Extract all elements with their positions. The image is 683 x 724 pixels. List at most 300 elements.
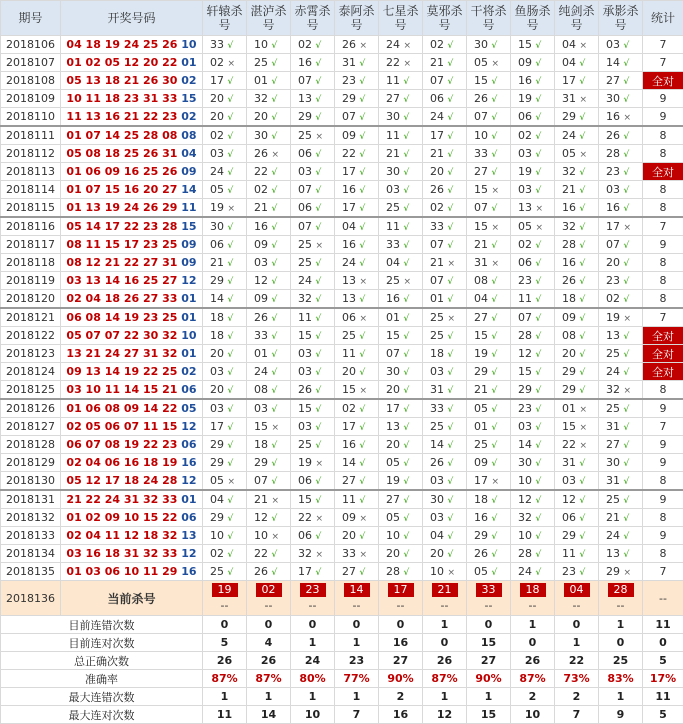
current-kill-cell [599,581,643,616]
kill-number: 06 [430,92,444,105]
kill-cell [599,399,643,418]
check-mark-icon: √ [228,95,234,105]
blue-ball: 13 [181,529,196,542]
summary-value: 2 [555,688,599,706]
blue-ball: 16 [181,456,196,469]
kill-cell [423,327,467,345]
kill-number: 14 [210,292,224,305]
kill-number: 07 [430,274,444,287]
kill-cell [599,472,643,491]
kill-cell [555,399,599,418]
kill-number: 17 [342,165,356,178]
check-mark-icon: √ [536,77,542,87]
check-mark-icon: √ [580,186,586,196]
kill-cell [335,272,379,290]
kill-number: 02 [342,402,356,415]
kill-number: 01 [254,74,268,87]
kill-number: 16 [562,256,576,269]
summary-row [1,688,683,706]
summary-value: 0 [511,634,555,652]
check-mark-icon: √ [404,259,410,269]
kill-number: 23 [342,74,356,87]
header-killer: 莫邪杀号 [423,1,467,36]
kill-number: 24 [606,365,620,378]
check-mark-icon: √ [624,332,630,342]
kill-cell [335,418,379,436]
kill-cell [423,163,467,181]
kill-number: 25 [298,438,312,451]
kill-cell [511,436,555,454]
kill-cell [379,527,423,545]
blue-ball: 10 [181,329,196,342]
table-row [1,272,683,290]
current-kill-number: 04 [564,583,590,597]
red-balls: 01 06 09 16 25 26 [66,165,177,178]
kill-cell [247,108,291,127]
kill-number: 11 [342,493,356,506]
cross-mark-icon: × [580,150,588,160]
kill-number: 29 [474,529,488,542]
kill-number: 13 [606,329,620,342]
red-balls: 05 07 07 22 30 32 [66,329,177,342]
summary-value: 26 [423,652,467,670]
kill-cell [555,145,599,163]
check-mark-icon: √ [448,350,454,360]
kill-cell [467,199,511,218]
current-kill-cell [555,581,599,616]
kill-number: 29 [342,92,356,105]
table-row [1,308,683,327]
check-mark-icon: √ [228,550,234,560]
summary-value: 12 [423,706,467,724]
kill-cell [423,254,467,272]
kill-number: 31 [430,383,444,396]
summary-value: 9 [599,706,643,724]
kill-cell [291,545,335,563]
check-mark-icon: √ [316,259,322,269]
check-mark-icon: √ [228,186,234,196]
kill-cell [467,126,511,145]
stat-cell: 8 [643,472,683,491]
stat-cell: 8 [643,181,683,199]
kill-number: 30 [606,92,620,105]
kill-cell [423,72,467,90]
cross-mark-icon: × [580,441,588,451]
kill-cell [599,509,643,527]
kill-number: 11 [386,129,400,142]
kill-number: 13 [518,201,532,214]
check-mark-icon: √ [448,223,454,233]
kill-number: 23 [518,274,532,287]
kill-number: 05 [474,56,488,69]
kill-cell [247,545,291,563]
kill-number: 07 [386,347,400,360]
summary-value: 27 [379,652,423,670]
draw-cell [61,163,203,181]
period-cell: 2018130 [1,472,61,491]
kill-number: 09 [474,456,488,469]
kill-number: 01 [254,347,268,360]
blue-ball: 09 [181,238,196,251]
kill-number: 05 [386,511,400,524]
red-balls: 06 07 08 19 22 23 [66,438,177,451]
check-mark-icon: √ [272,514,278,524]
kill-cell [555,36,599,54]
all-correct-badge: 全对 [643,163,683,181]
table-row [1,527,683,545]
stat-cell: 9 [643,454,683,472]
kill-cell [291,509,335,527]
check-mark-icon: √ [360,168,366,178]
check-mark-icon: √ [492,150,498,160]
draw-cell [61,436,203,454]
kill-number: 20 [210,383,224,396]
kill-number: 17 [474,474,488,487]
cross-mark-icon: × [536,204,544,214]
kill-cell [379,72,423,90]
kill-number: 16 [606,201,620,214]
current-kill-number: 28 [608,583,634,597]
check-mark-icon: √ [272,332,278,342]
kill-cell [423,545,467,563]
kill-number: 05 [210,474,224,487]
check-mark-icon: √ [272,459,278,469]
kill-cell [291,490,335,509]
check-mark-icon: √ [492,496,498,506]
kill-cell [291,290,335,309]
check-mark-icon: √ [492,132,498,142]
kill-cell [335,563,379,581]
draw-cell [61,563,203,581]
summary-row [1,652,683,670]
kill-cell [203,381,247,400]
red-balls: 09 13 14 19 22 25 [66,365,177,378]
kill-cell [467,145,511,163]
period-cell: 2018110 [1,108,61,127]
stat-cell: 7 [643,36,683,54]
kill-cell [379,345,423,363]
red-balls: 06 08 14 19 23 25 [66,311,177,324]
kill-cell [599,272,643,290]
kill-number: 24 [342,256,356,269]
summary-row [1,706,683,724]
kill-number: 20 [606,256,620,269]
summary-value: 87% [247,670,291,688]
kill-cell [599,145,643,163]
check-mark-icon: √ [536,386,542,396]
kill-cell [467,217,511,236]
kill-number: 29 [210,456,224,469]
kill-number: 26 [606,129,620,142]
check-mark-icon: √ [360,405,366,415]
kill-number: 08 [254,383,268,396]
kill-cell [467,345,511,363]
kill-number: 29 [606,565,620,578]
kill-cell [423,418,467,436]
red-balls: 21 22 24 31 32 33 [66,493,177,506]
kill-cell [335,545,379,563]
kill-cell [555,363,599,381]
all-correct-badge: 全对 [643,327,683,345]
check-mark-icon: √ [228,223,234,233]
kill-number: 10 [386,529,400,542]
cross-mark-icon: × [448,568,456,578]
stat-cell: 8 [643,290,683,309]
kill-number: 04 [386,256,400,269]
summary-value: 0 [599,634,643,652]
blue-ball: 02 [181,74,196,87]
draw-cell [61,308,203,327]
kill-number: 13 [342,274,356,287]
kill-cell [467,54,511,72]
kill-number: 31 [562,456,576,469]
kill-cell [467,381,511,400]
kill-number: 22 [254,165,268,178]
kill-number: 17 [562,74,576,87]
kill-cell [335,90,379,108]
summary-value: 16 [379,706,423,724]
check-mark-icon: √ [624,441,630,451]
kill-cell [203,363,247,381]
kill-cell [379,418,423,436]
summary-value: 15 [467,634,511,652]
summary-value: 1 [291,688,335,706]
kill-cell [291,381,335,400]
cross-mark-icon: × [580,405,588,415]
kill-number: 20 [386,547,400,560]
summary-value: 4 [247,634,291,652]
check-mark-icon: √ [360,568,366,578]
check-mark-icon: √ [228,113,234,123]
check-mark-icon: √ [536,259,542,269]
stat-cell: 7 [643,308,683,327]
header-killer: 鱼肠杀号 [511,1,555,36]
summary-value: 80% [291,670,335,688]
check-mark-icon: √ [404,95,410,105]
kill-number: 25 [606,493,620,506]
kill-number: 03 [254,402,268,415]
check-mark-icon: √ [580,77,586,87]
kill-number: 08 [562,329,576,342]
check-mark-icon: √ [228,459,234,469]
kill-number: 09 [254,292,268,305]
cross-mark-icon: × [492,259,500,269]
kill-number: 04 [210,493,224,506]
table-row [1,472,683,491]
kill-cell [291,436,335,454]
kill-number: 16 [474,511,488,524]
cross-mark-icon: × [404,59,412,69]
kill-number: 32 [562,165,576,178]
stat-cell: 8 [643,545,683,563]
kill-number: 09 [342,511,356,524]
kill-number: 21 [606,511,620,524]
kill-number: 03 [606,38,620,51]
kill-cell [247,363,291,381]
kill-number: 21 [562,183,576,196]
kill-cell [379,490,423,509]
kill-cell [203,472,247,491]
table-row [1,563,683,581]
kill-number: 21 [474,238,488,251]
summary-value: 87% [511,670,555,688]
kill-number: 25 [298,238,312,251]
kill-cell [555,254,599,272]
kill-number: 02 [430,38,444,51]
kill-cell [247,418,291,436]
check-mark-icon: √ [316,277,322,287]
summary-label: 目前连错次数 [1,616,203,634]
kill-cell [467,272,511,290]
kill-cell [423,145,467,163]
check-mark-icon: √ [272,95,278,105]
check-mark-icon: √ [228,368,234,378]
kill-cell [511,236,555,254]
check-mark-icon: √ [536,459,542,469]
kill-cell [599,327,643,345]
red-balls: 01 02 05 12 20 22 [66,56,177,69]
check-mark-icon: √ [580,532,586,542]
check-mark-icon: √ [624,95,630,105]
cross-mark-icon: × [536,223,544,233]
kill-number: 17 [298,565,312,578]
draw-cell [61,527,203,545]
check-mark-icon: √ [448,550,454,560]
check-mark-icon: √ [360,332,366,342]
kill-cell [203,345,247,363]
check-mark-icon: √ [448,168,454,178]
kill-cell [379,126,423,145]
current-section [1,581,683,616]
check-mark-icon: √ [536,168,542,178]
kill-cell [467,327,511,345]
check-mark-icon: √ [492,314,498,324]
kill-cell [511,217,555,236]
check-mark-icon: √ [624,77,630,87]
summary-value: 1 [423,616,467,634]
kill-number: 30 [606,456,620,469]
kill-number: 26 [254,311,268,324]
kill-number: 05 [210,183,224,196]
kill-cell [247,345,291,363]
blue-ball: 15 [181,220,196,233]
kill-cell [467,308,511,327]
kill-number: 24 [606,529,620,542]
kill-cell [247,454,291,472]
check-mark-icon: √ [316,77,322,87]
kill-cell [555,418,599,436]
check-mark-icon: √ [536,241,542,251]
all-correct-badge: 全对 [643,363,683,381]
check-mark-icon: √ [492,241,498,251]
kill-cell [247,36,291,54]
kill-cell [467,90,511,108]
draw-cell [61,290,203,309]
kill-cell [203,217,247,236]
kill-cell [203,527,247,545]
summary-value: 0 [291,616,335,634]
kill-cell [335,54,379,72]
period-cell: 2018124 [1,363,61,381]
summary-label: 准确率 [1,670,203,688]
kill-number: 07 [430,238,444,251]
cross-mark-icon: × [492,186,500,196]
kill-cell [511,199,555,218]
kill-number: 12 [518,493,532,506]
check-mark-icon: √ [228,259,234,269]
kill-cell [423,108,467,127]
red-balls: 05 08 18 25 26 31 [66,147,177,160]
check-mark-icon: √ [580,568,586,578]
kill-number: 23 [562,565,576,578]
check-mark-icon: √ [448,277,454,287]
kill-number: 16 [518,74,532,87]
check-mark-icon: √ [492,204,498,214]
kill-cell [511,163,555,181]
check-mark-icon: √ [404,150,410,160]
check-mark-icon: √ [492,168,498,178]
blue-ball: 06 [181,383,196,396]
summary-value: 1 [599,688,643,706]
check-mark-icon: √ [316,368,322,378]
kill-cell [247,436,291,454]
table-row [1,90,683,108]
kill-number: 17 [342,420,356,433]
check-mark-icon: √ [272,77,278,87]
red-balls: 01 13 19 24 26 29 [66,201,177,214]
check-mark-icon: √ [228,405,234,415]
kill-number: 01 [474,420,488,433]
summary-value: 0 [423,634,467,652]
kill-number: 16 [298,56,312,69]
check-mark-icon: √ [492,368,498,378]
cross-mark-icon: × [272,150,280,160]
kill-number: 29 [518,383,532,396]
stat-cell: 8 [643,381,683,400]
kill-number: 03 [298,347,312,360]
kill-cell [335,527,379,545]
kill-number: 18 [210,311,224,324]
kill-number: 29 [210,438,224,451]
check-mark-icon: √ [228,241,234,251]
kill-number: 15 [474,183,488,196]
check-mark-icon: √ [316,423,322,433]
kill-cell [203,436,247,454]
check-mark-icon: √ [624,41,630,51]
stat-cell: 7 [643,217,683,236]
cross-mark-icon: × [316,550,324,560]
summary-value: 83% [599,670,643,688]
kill-cell [335,399,379,418]
check-mark-icon: √ [580,204,586,214]
kill-cell [555,90,599,108]
header-killer: 赤霄杀号 [291,1,335,36]
cross-mark-icon: × [580,41,588,51]
check-mark-icon: √ [360,368,366,378]
kill-cell [423,236,467,254]
check-mark-icon: √ [272,59,278,69]
kill-cell [379,363,423,381]
kill-number: 02 [430,201,444,214]
check-mark-icon: √ [536,132,542,142]
kill-cell [291,472,335,491]
red-balls: 08 11 15 17 23 25 [66,238,177,251]
kill-number: 29 [474,365,488,378]
kill-cell [335,327,379,345]
kill-cell [599,90,643,108]
blue-ball: 09 [181,165,196,178]
cross-mark-icon: × [492,223,500,233]
